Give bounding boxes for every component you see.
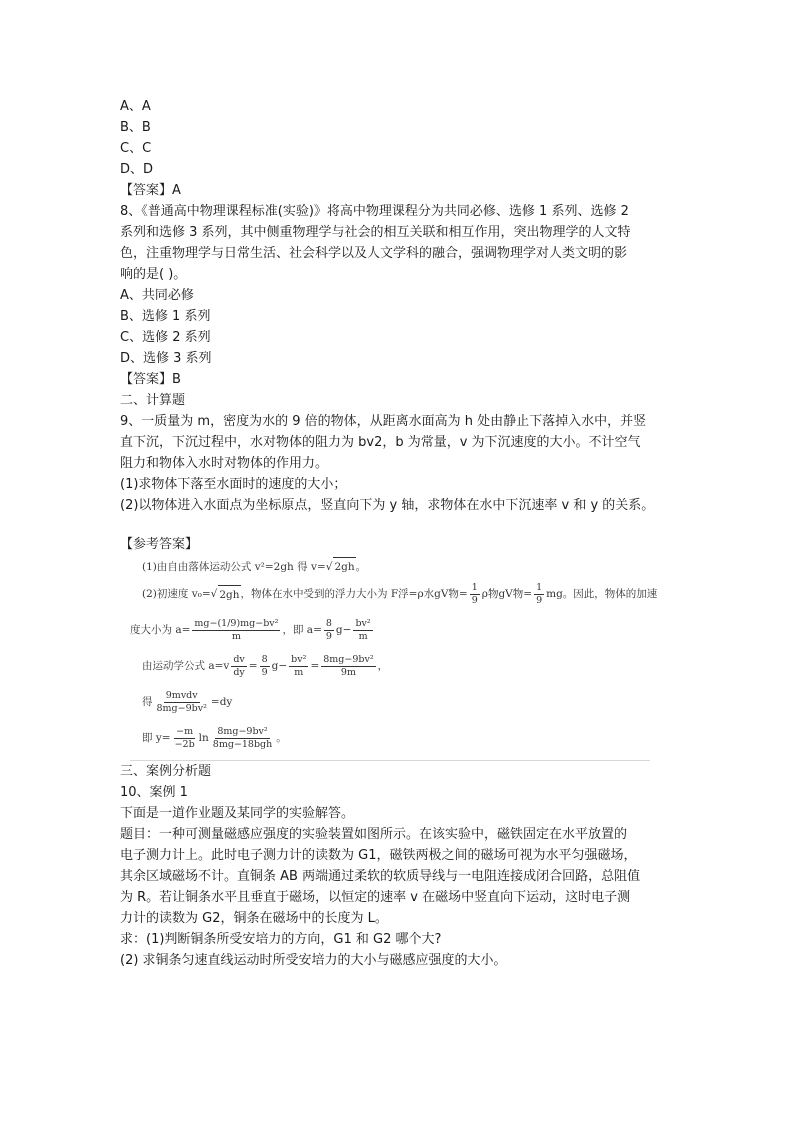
q7-option-a: A、A <box>120 99 151 114</box>
q10-text-line-4: 其余区域磁场不计。直铜条 AB 两端通过柔软的软质导线与一电阻连接成闭合回路，总阻值 <box>120 869 641 884</box>
fraction: $\frac{8}{9}$ <box>261 653 268 678</box>
solution-step-6: 即 y= $\frac{-m}{-2b}$ ln $\frac{\text{8mg−9bv²}}{\text{8mg−18bgh}}$ 。 <box>142 725 287 750</box>
solution-step-3: 度大小为 a= $\frac{\text{mg−(1/9)mg−bv²}}{m}$ ，即 a= $\frac{8}{9}$ g− $\frac{\text{bv²}}{m}$ <box>130 617 371 642</box>
fraction: $\frac{-m}{-2b}$ <box>174 725 195 750</box>
q9-text-line-3: 阻力和物体入水时对物体的作用力。 <box>120 456 329 471</box>
spacer <box>120 516 680 534</box>
fraction: $\frac{1}{9}$ <box>471 581 478 606</box>
q8-option-d: D、选修 3 系列 <box>120 351 212 366</box>
q10-text-line-6: 力计的读数为 G2，铜条在磁场中的长度为 L。 <box>120 911 388 926</box>
fraction: $\frac{dv}{dy}$ <box>233 653 245 678</box>
q10-text-line-3: 电子测力计上。此时电子测力计的读数为 G1，磁铁两极之间的磁场可视为水平匀强磁场， <box>120 848 637 863</box>
fraction: $\frac{\text{bv²}}{m}$ <box>355 617 371 642</box>
fraction: $\frac{1}{9}$ <box>536 581 543 606</box>
q7-answer: 【答案】A <box>120 183 181 198</box>
q10-question-2: (2) 求铜条匀速直线运动时所受安培力的大小与磁感应强度的大小。 <box>120 953 507 968</box>
q8-option-c: C、选修 2 系列 <box>120 330 211 345</box>
q10-title: 10、案例 1 <box>120 785 188 800</box>
fraction: $\frac{\text{mg−(1/9)mg−bv²}}{m}$ <box>194 617 279 642</box>
fraction: $\frac{\text{9mvdv}}{\text{8mg−9bv²}}$ <box>156 689 207 714</box>
fraction: $\frac{\text{bv²}}{m}$ <box>291 653 307 678</box>
reference-answer-image <box>130 557 658 761</box>
q10-text-line-1: 下面是一道作业题及某同学的实验解答。 <box>120 806 355 821</box>
fraction: $\frac{\text{8mg−9bv²}}{\text{8mg−18bgh}}$ <box>212 725 273 750</box>
q8-text-line-3: 色，注重物理学与日常生活、社会科学以及人文学科的融合，强调物理学对人类文明的影 <box>120 246 628 261</box>
q8-text-line-1: 8、《普通高中物理课程标准(实验)》将高中物理课程分为共同必修、选修 1 系列、选修 2 <box>120 204 629 219</box>
q9-question-2: (2)以物体进入水面点为坐标原点，竖直向下为 y 轴，求物体在水中下沉速率 v 和 y 的关系。 <box>120 498 655 513</box>
q9-text-line-1: 9、一质量为 m，密度为水的 9 倍的物体，从距离水面高为 h 处由静止下落掉入水中，并竖 <box>120 414 647 429</box>
solution-step-4: 由运动学公式 a=v $\frac{dv}{dy}$ = $\frac{8}{9}$ g− $\frac{\text{bv²}}{m}$ = $\frac{\text{8mg−9bv²}}{9m}$ ， <box>142 653 389 678</box>
q8-option-a: A、共同必修 <box>120 288 194 303</box>
fraction: $\frac{8}{9}$ <box>325 617 332 642</box>
q9-text-line-2: 直下沉，下沉过程中，水对物体的阻力为 bv2，b 为常量，v 为下沉速度的大小。不计空气 <box>120 435 641 450</box>
section-3-title: 三、案例分析题 <box>120 764 212 779</box>
q7-option-d: D、D <box>120 162 154 177</box>
solution-step-5: 得 $\frac{\text{9mvdv}}{\text{8mg−9bv²}}$ =dy <box>142 689 233 714</box>
q8-text-line-2: 系列和选修 3 系列，其中侧重物理学与社会的相互关联和相互作用，突出物理学的人文特 <box>120 225 631 240</box>
q10-question-1: 求：(1)判断铜条所受安培力的方向，G1 和 G2 哪个大? <box>120 932 442 947</box>
solution-step-1: (1)由自由落体运动公式 v²=2gh 得 v= √ 2gh 。 <box>130 557 650 576</box>
section-2-title: 二、计算题 <box>120 393 186 408</box>
fraction: $\frac{\text{8mg−9bv²}}{9m}$ <box>323 653 374 678</box>
reference-answer-label: 【参考答案】 <box>120 537 199 552</box>
document-page <box>120 96 680 971</box>
q9-question-1: (1)求物体下落至水面时的速度的大小； <box>120 477 347 492</box>
q7-option-c: C、C <box>120 141 152 156</box>
q8-option-b: B、选修 1 系列 <box>120 309 211 324</box>
q8-text-line-4: 响的是( )。 <box>120 267 187 282</box>
q8-answer: 【答案】B <box>120 372 181 387</box>
q10-text-line-5: 为 R。若让铜条水平且垂直于磁场，以恒定的速率 v 在磁场中竖直向下运动，这时电子测 <box>120 890 631 905</box>
q7-option-b: B、B <box>120 120 151 135</box>
solution-step-2: (2)初速度 v₀= √ 2gh ，物体在水中受到的浮力大小为 F浮=ρ水gV物= $\frac{1}{9}$ ρ物gV物= $\frac{1}{9}$ mg。因此，物体的加速 <box>142 581 658 606</box>
q10-text-line-2: 题目：一种可测量磁感应强度的实验装置如图所示。在该实验中，磁铁固定在水平放置的 <box>120 827 628 842</box>
